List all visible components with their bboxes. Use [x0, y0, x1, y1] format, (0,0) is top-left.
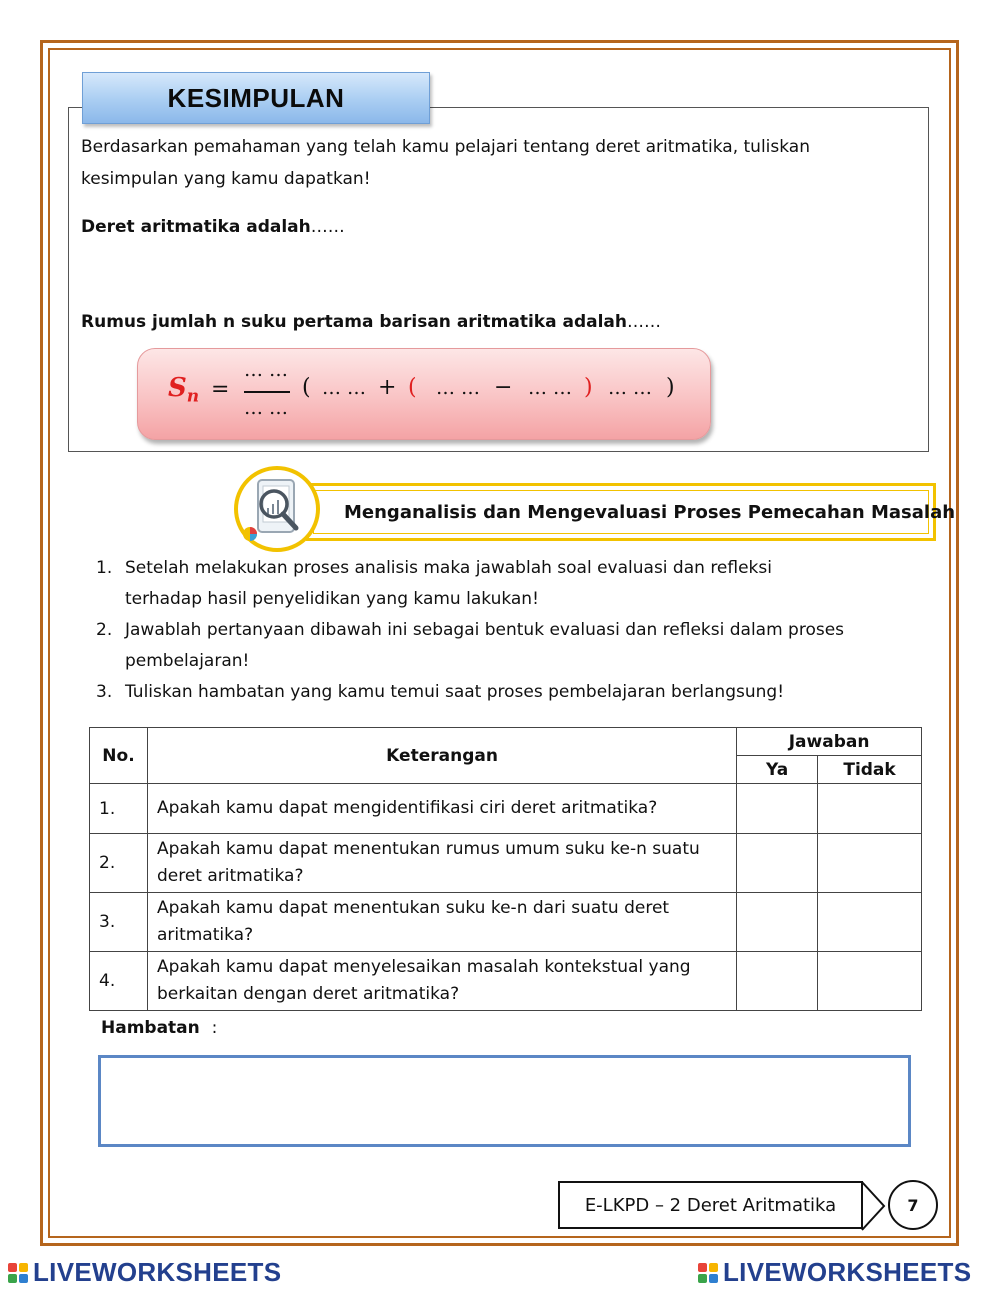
- formula-open-paren: (: [302, 375, 311, 400]
- row-question: Apakah kamu dapat menentukan suku ke-n dari suatu deret aritmatika?: [147, 893, 736, 952]
- formula-close-paren-red: ): [584, 375, 593, 400]
- prompt-definition-dots[interactable]: ……: [310, 217, 345, 237]
- table-row: [90, 952, 922, 1011]
- header-no: No.: [90, 728, 148, 784]
- section-title: Menganalisis dan Mengevaluasi Proses Pemecahan Masalah: [313, 490, 929, 534]
- row-number: 1.: [90, 784, 148, 834]
- list-item: 3. Tuliskan hambatan yang kamu temui saat proses pembelajaran berlangsung!: [96, 682, 785, 702]
- hambatan-input[interactable]: [98, 1055, 911, 1147]
- answer-tidak-cell[interactable]: [818, 893, 922, 952]
- header-jawaban: Jawaban: [737, 728, 922, 756]
- answer-ya-cell[interactable]: [737, 952, 818, 1011]
- formula-open-paren-red: (: [408, 375, 417, 400]
- watermark-left: [8, 1257, 281, 1288]
- list-item: 2. Jawablah pertanyaan dibawah ini sebagai bentuk evaluasi dan refleksi dalam proses pembelajaran!: [96, 620, 845, 671]
- formula-equals: =: [211, 377, 230, 402]
- answer-tidak-cell[interactable]: [818, 834, 922, 893]
- page-number: 7: [888, 1180, 938, 1230]
- prompt-sum-formula-label: Rumus jumlah n suku pertama barisan aritmatika adalah: [81, 312, 627, 332]
- header-tidak: Tidak: [818, 756, 922, 784]
- sum-formula-box: [137, 348, 711, 440]
- header-ya: Ya: [737, 756, 818, 784]
- answer-ya-cell[interactable]: [737, 893, 818, 952]
- prompt-definition: [81, 211, 345, 243]
- list-item: 1. Setelah melakukan proses analisis maka jawablah soal evaluasi dan refleksi terhadap hasil penyelidikan yang kamu lakukan!: [96, 558, 772, 609]
- analysis-magnifier-icon: [234, 466, 320, 552]
- conclusion-intro-line-1: Berdasarkan pemahaman yang telah kamu pelajari tentang deret aritmatika, tuliskan: [81, 137, 810, 157]
- liveworksheets-logo-icon: [698, 1263, 718, 1283]
- table-row: [90, 893, 922, 952]
- row-question: Apakah kamu dapat menentukan rumus umum suku ke-n suatu deret aritmatika?: [147, 834, 736, 893]
- watermark-right: [698, 1257, 971, 1288]
- row-number: 2.: [90, 834, 148, 893]
- conclusion-title: KESIMPULAN: [82, 72, 430, 124]
- formula-close-paren: ): [666, 375, 675, 400]
- liveworksheets-logo-icon: [8, 1263, 28, 1283]
- prompt-sum-formula-dots[interactable]: ……: [626, 312, 661, 332]
- answer-tidak-cell[interactable]: [818, 952, 922, 1011]
- formula-blank-1[interactable]: … …: [322, 377, 367, 399]
- evaluation-table: [89, 727, 922, 1011]
- instruction-list: [96, 553, 926, 708]
- formula-blank-3[interactable]: … …: [528, 377, 573, 399]
- row-number: 3.: [90, 893, 148, 952]
- formula-lhs: $S_n$: [168, 373, 200, 407]
- watermark-text: LIVEWORKSHEETS: [723, 1257, 972, 1287]
- section-banner: [306, 483, 956, 541]
- row-number: 4.: [90, 952, 148, 1011]
- table-row: [90, 784, 922, 834]
- table-row: [90, 834, 922, 893]
- table-header-row: [90, 728, 922, 756]
- formula-numerator-blank[interactable]: … …: [244, 359, 289, 381]
- answer-tidak-cell[interactable]: [818, 784, 922, 834]
- row-question: Apakah kamu dapat menyelesaikan masalah kontekstual yang berkaitan dengan deret aritmatika?: [147, 952, 736, 1011]
- formula-minus: −: [494, 375, 513, 400]
- watermark-text: LIVEWORKSHEETS: [33, 1257, 282, 1287]
- prompt-sum-formula: [81, 306, 661, 338]
- formula-plus: +: [378, 375, 397, 400]
- formula-fraction-bar: [244, 391, 290, 393]
- header-keterangan: Keterangan: [147, 728, 736, 784]
- answer-ya-cell[interactable]: [737, 834, 818, 893]
- footer-title: E-LKPD – 2 Deret Aritmatika: [558, 1181, 863, 1229]
- answer-ya-cell[interactable]: [737, 784, 818, 834]
- footer-arrow-icon: [860, 1180, 888, 1232]
- formula-blank-2[interactable]: … …: [436, 377, 481, 399]
- hambatan-label: Hambatan :: [101, 1018, 218, 1038]
- conclusion-intro-line-2: kesimpulan yang kamu dapatkan!: [81, 169, 371, 189]
- formula-denominator-blank[interactable]: … …: [244, 397, 289, 419]
- prompt-definition-label: Deret aritmatika adalah: [81, 217, 311, 237]
- row-question: Apakah kamu dapat mengidentifikasi ciri deret aritmatika?: [147, 784, 736, 834]
- formula-blank-4[interactable]: … …: [608, 377, 653, 399]
